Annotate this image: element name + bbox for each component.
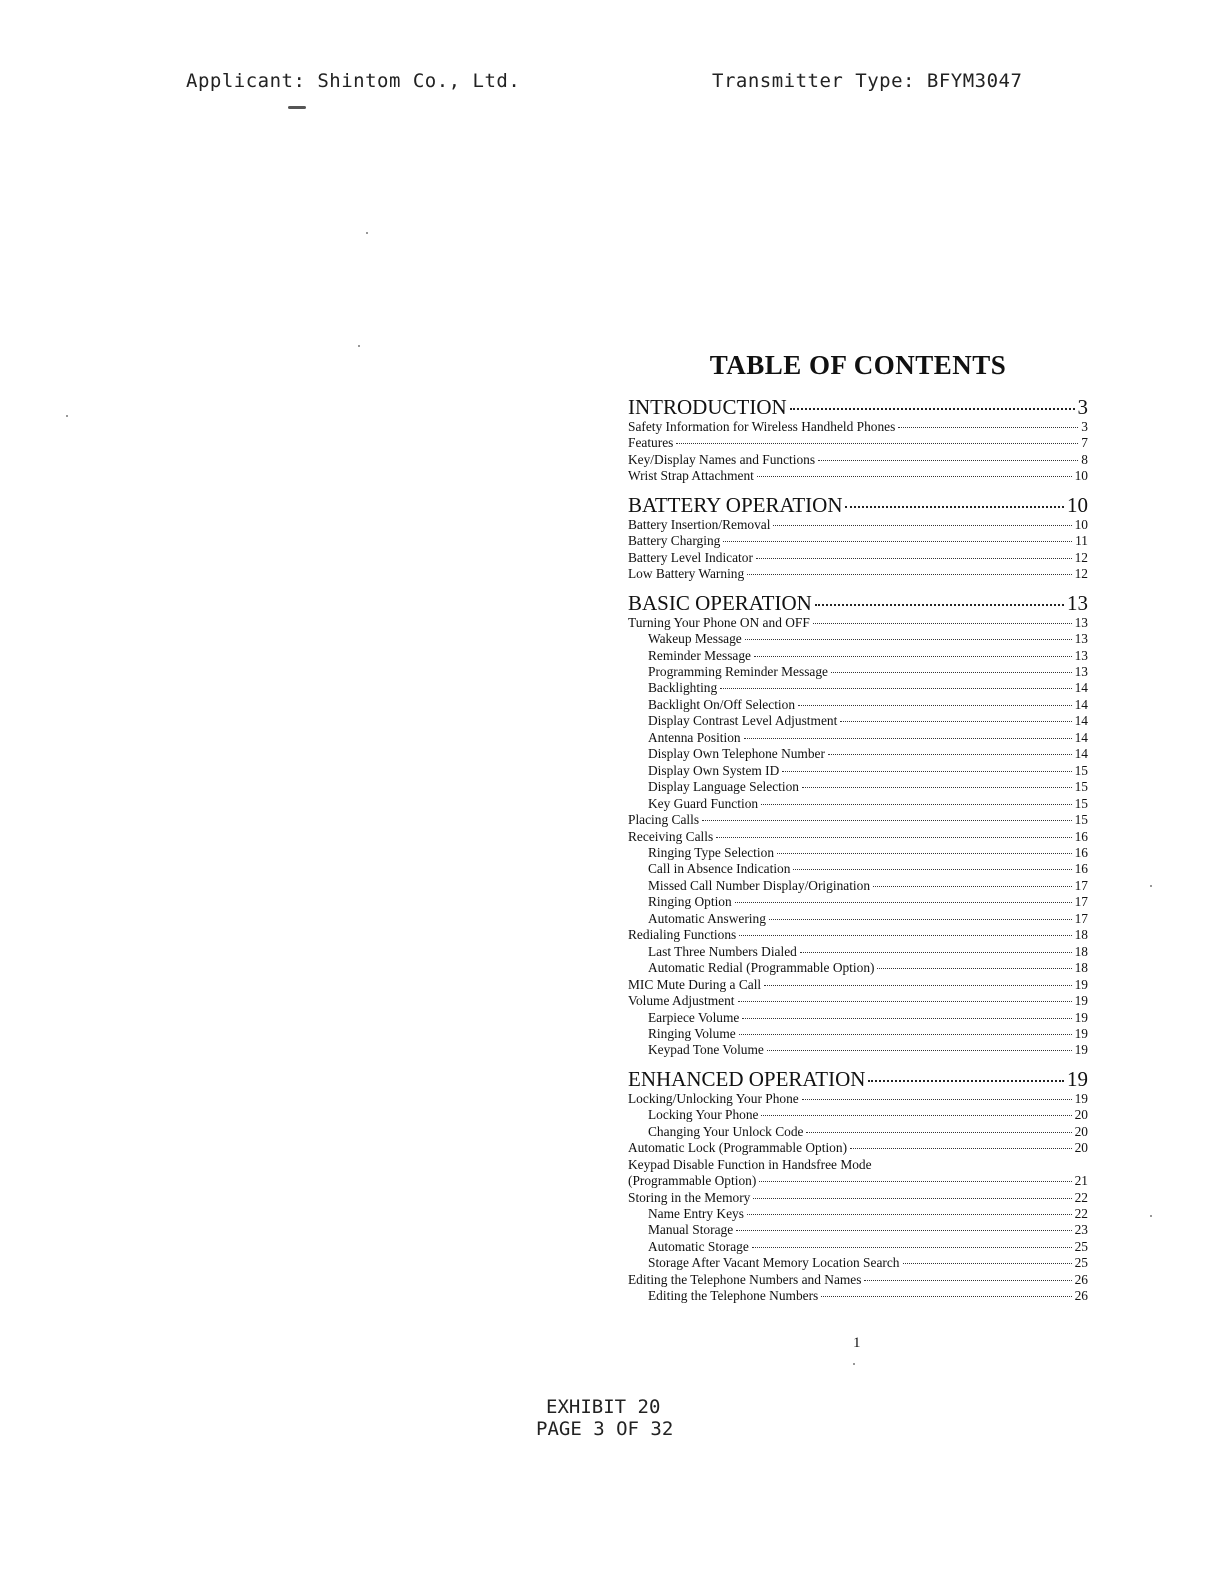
toc-section [628, 493, 1088, 583]
dot-leader [767, 1050, 1072, 1051]
dot-leader [828, 754, 1072, 755]
dot-leader [818, 460, 1078, 461]
toc-entry [628, 1255, 1088, 1271]
dot-leader [831, 672, 1072, 673]
toc-entry [628, 680, 1088, 696]
toc-entry [628, 1239, 1088, 1255]
toc-entry-label: Wakeup Message [648, 631, 742, 647]
dot-leader [868, 1080, 1064, 1082]
toc-entry [628, 435, 1088, 451]
toc-entry [628, 1157, 1088, 1173]
toc-entry-page: 7 [1081, 435, 1088, 451]
toc-entry-page: 22 [1074, 1206, 1088, 1222]
toc-entry-label: Locking Your Phone [648, 1107, 759, 1123]
dot-leader [764, 985, 1071, 986]
page-of-label: PAGE 3 OF 32 [536, 1418, 674, 1440]
dot-leader [716, 837, 1071, 838]
dot-leader [676, 443, 1078, 444]
dot-leader [821, 1296, 1071, 1297]
toc-section-heading [628, 591, 1088, 615]
toc-section-page: 10 [1067, 492, 1088, 517]
toc-entry [628, 730, 1088, 746]
toc-entry-page: 22 [1074, 1189, 1088, 1205]
toc-entry [628, 615, 1088, 631]
toc-entry [628, 1091, 1088, 1107]
toc-entry [628, 1272, 1088, 1288]
dot-leader [761, 804, 1072, 805]
toc-entry-page: 18 [1074, 960, 1088, 976]
toc-entry-label: Battery Level Indicator [628, 549, 753, 565]
toc-entry-label: Missed Call Number Display/Origination [648, 877, 871, 893]
scan-speck [288, 106, 306, 109]
toc-entry-page: 14 [1074, 746, 1088, 762]
toc-entry [628, 746, 1088, 762]
toc-entry [628, 1042, 1088, 1058]
dot-leader [800, 952, 1072, 953]
dot-leader [753, 1198, 1071, 1199]
toc-entry [628, 664, 1088, 680]
dot-leader [845, 506, 1064, 508]
toc-entry [628, 1173, 1088, 1189]
toc-entry [628, 911, 1088, 927]
dot-leader [777, 853, 1072, 854]
toc-entry-page: 19 [1074, 1090, 1088, 1106]
toc-entry-label: Wrist Strap Attachment [628, 468, 754, 484]
toc-entry [628, 812, 1088, 828]
toc-entry-label: Manual Storage [648, 1222, 734, 1238]
exhibit-label: EXHIBIT 20 [546, 1396, 661, 1418]
toc-entry-label: Battery Charging [628, 533, 721, 549]
toc-entry [628, 845, 1088, 861]
dot-leader [745, 639, 1072, 640]
toc-entry-page: 14 [1074, 696, 1088, 712]
toc-entry-label: Backlight On/Off Selection [648, 696, 796, 712]
toc-entry-label: Last Three Numbers Dialed [648, 943, 797, 959]
transmitter-type-label: Transmitter Type: BFYM3047 [712, 70, 1023, 92]
toc-entry-page: 26 [1074, 1271, 1088, 1287]
dot-leader [903, 1263, 1072, 1264]
dot-leader [761, 1115, 1071, 1116]
dot-leader [754, 656, 1072, 657]
toc-entry-label: Programming Reminder Message [648, 663, 828, 679]
dot-leader [702, 820, 1072, 821]
toc-entry-page: 17 [1074, 910, 1088, 926]
toc-entry-label: Editing the Telephone Numbers [648, 1288, 819, 1304]
dot-leader [873, 886, 1072, 887]
dot-leader [769, 919, 1072, 920]
toc-entry [628, 1010, 1088, 1026]
toc-entry [628, 697, 1088, 713]
toc-entry-label: Ringing Type Selection [648, 844, 775, 860]
toc-entry [628, 977, 1088, 993]
toc-entry-label: Display Own Telephone Number [648, 746, 825, 762]
toc-entry [628, 1124, 1088, 1140]
dot-leader [738, 1001, 1072, 1002]
toc-entry-label: Storage After Vacant Memory Location Search [648, 1255, 900, 1271]
toc-entry [628, 779, 1088, 795]
toc-entry-label: Display Language Selection [648, 779, 799, 795]
toc-entry-label: Features [628, 435, 674, 451]
toc-entry-page: 17 [1074, 877, 1088, 893]
toc-section-heading [628, 493, 1088, 517]
toc-entry [628, 796, 1088, 812]
toc-entry-label: Automatic Lock (Programmable Option) [628, 1140, 848, 1156]
dot-leader [790, 408, 1075, 410]
toc-entry-label: Receiving Calls [628, 828, 714, 844]
toc-section-heading [628, 1067, 1088, 1091]
dot-leader [747, 574, 1071, 575]
toc-entry-label: Antenna Position [648, 729, 741, 745]
toc-entry [628, 927, 1088, 943]
dot-leader [759, 1181, 1071, 1182]
toc-entry [628, 1190, 1088, 1206]
toc-entry [628, 1140, 1088, 1156]
toc-entry-page: 20 [1074, 1123, 1088, 1139]
toc-entry [628, 452, 1088, 468]
toc-entry [628, 1107, 1088, 1123]
toc-entry [628, 1206, 1088, 1222]
toc-entry-label: Automatic Answering [648, 910, 766, 926]
dot-leader [747, 1214, 1072, 1215]
toc-section-title: ENHANCED OPERATION [628, 1066, 866, 1091]
toc-entry [628, 1288, 1088, 1304]
toc-section-page: 3 [1077, 395, 1088, 419]
toc-section-page: 19 [1067, 1066, 1088, 1091]
toc-entry-page: 15 [1074, 762, 1088, 778]
toc-entry-page: 14 [1074, 680, 1088, 696]
toc-entry [628, 878, 1088, 894]
toc-entry [628, 960, 1088, 976]
toc-entry-page: 16 [1074, 861, 1088, 877]
toc-entry-label: Changing Your Unlock Code [648, 1123, 804, 1139]
dot-leader [798, 705, 1072, 706]
dot-leader [840, 721, 1071, 722]
toc-sections [628, 395, 1088, 1305]
toc-entry-page: 15 [1074, 779, 1088, 795]
dot-leader [752, 1247, 1072, 1248]
toc-section-heading [628, 395, 1088, 419]
dot-leader [720, 688, 1071, 689]
toc-entry [628, 419, 1088, 435]
toc-section-title: BASIC OPERATION [628, 590, 812, 615]
dot-leader [756, 558, 1072, 559]
dot-leader [739, 935, 1071, 936]
dot-leader [736, 1230, 1071, 1231]
toc-entry-label: Storing in the Memory [628, 1189, 751, 1205]
toc-entry [628, 648, 1088, 664]
toc-entry-page: 10 [1074, 516, 1088, 532]
toc-entry-label: Earpiece Volume [648, 1009, 740, 1025]
toc-section [628, 1067, 1088, 1305]
toc-entry [628, 763, 1088, 779]
toc-entry [628, 566, 1088, 582]
toc-entry-label: Ringing Volume [648, 1025, 736, 1041]
dot-leader [793, 869, 1071, 870]
toc-entry-label: Display Own System ID [648, 762, 780, 778]
toc-entry-page: 11 [1075, 533, 1088, 549]
toc-entry-page: 19 [1074, 993, 1088, 1009]
toc-section [628, 591, 1088, 1059]
toc-entry-page: 19 [1074, 1009, 1088, 1025]
toc-entry-page: 19 [1074, 976, 1088, 992]
toc-entry-page: 14 [1074, 729, 1088, 745]
toc-entry-page: 10 [1074, 468, 1088, 484]
toc-section [628, 395, 1088, 485]
toc-entry-page: 21 [1074, 1173, 1088, 1189]
toc-entry-page: 19 [1074, 1042, 1088, 1058]
toc-entry-page: 13 [1074, 647, 1088, 663]
dot-leader [898, 427, 1078, 428]
toc-entry-page: 16 [1074, 828, 1088, 844]
toc-entry [628, 894, 1088, 910]
toc-entry-page: 18 [1074, 927, 1088, 943]
toc-entry-label: Battery Insertion/Removal [628, 516, 771, 532]
dot-leader [802, 1099, 1072, 1100]
toc-entry-label: Automatic Storage [648, 1238, 749, 1254]
toc-entry-page: 20 [1074, 1140, 1088, 1156]
toc-title: TABLE OF CONTENTS [709, 350, 1007, 380]
toc-entry-page: 23 [1074, 1222, 1088, 1238]
toc-entry-page: 12 [1074, 549, 1088, 565]
toc-entry-page: 13 [1074, 663, 1088, 679]
toc-entry-page: 20 [1074, 1107, 1088, 1123]
toc-entry-label: Name Entry Keys [648, 1206, 744, 1222]
toc-entry-page: 13 [1074, 614, 1088, 630]
dot-leader [735, 902, 1072, 903]
toc-entry [628, 944, 1088, 960]
toc-entry [628, 1026, 1088, 1042]
toc-section-page: 13 [1067, 590, 1088, 615]
toc-entry-label: Redialing Functions [628, 927, 737, 943]
toc-entry-label: Key Guard Function [648, 795, 759, 811]
toc-entry-page: 25 [1074, 1238, 1088, 1254]
toc-entry-label: Automatic Redial (Programmable Option) [648, 960, 875, 976]
toc-entry [628, 533, 1088, 549]
toc-entry-label: MIC Mute During a Call [628, 976, 762, 992]
toc-entry-label: Turning Your Phone ON and OFF [628, 614, 810, 630]
toc-entry-page: 16 [1074, 844, 1088, 860]
toc-entry-page: 26 [1074, 1288, 1088, 1304]
dot-leader [757, 476, 1072, 477]
dot-leader [802, 787, 1072, 788]
toc-entry-label: Volume Adjustment [628, 993, 735, 1009]
toc-entry-label: Backlighting [648, 680, 718, 696]
toc-entry [628, 861, 1088, 877]
toc-entry-label: Key/Display Names and Functions [628, 451, 816, 467]
toc-section-title: BATTERY OPERATION [628, 492, 843, 517]
toc-entry [628, 468, 1088, 484]
dot-leader [782, 771, 1071, 772]
toc-entry-label: Locking/Unlocking Your Phone [628, 1090, 799, 1106]
toc-entry-label: Reminder Message [648, 647, 752, 663]
toc-entry-label: Keypad Disable Function in Handsfree Mode [628, 1156, 872, 1172]
applicant-label: Applicant: Shintom Co., Ltd. [186, 70, 521, 92]
toc-entry-page: 8 [1081, 451, 1088, 467]
dot-leader [850, 1148, 1072, 1149]
toc-entry-label: Keypad Tone Volume [648, 1042, 764, 1058]
toc-entry-label: Editing the Telephone Numbers and Names [628, 1271, 862, 1287]
toc-entry-label: Placing Calls [628, 812, 700, 828]
toc-entry [628, 829, 1088, 845]
toc-entry-label: Safety Information for Wireless Handheld Phones [628, 419, 896, 434]
toc-entry-label: Low Battery Warning [628, 566, 745, 582]
page-number: 1 [853, 1335, 861, 1351]
toc-entry [628, 993, 1088, 1009]
toc-entry-page: 15 [1074, 812, 1088, 828]
dot-leader [815, 604, 1064, 606]
scan-speck [1150, 885, 1152, 887]
table-of-contents [628, 350, 1088, 1313]
dot-leader [723, 541, 1072, 542]
toc-entry [628, 550, 1088, 566]
dot-leader [744, 738, 1072, 739]
toc-entry-label: (Programmable Option) [628, 1173, 757, 1189]
toc-entry-page: 12 [1074, 566, 1088, 582]
toc-entry-page: 15 [1074, 795, 1088, 811]
toc-entry-page: 3 [1081, 419, 1088, 434]
toc-entry [628, 517, 1088, 533]
dot-leader [864, 1280, 1071, 1281]
scan-speck [1150, 1215, 1152, 1217]
toc-entry-page: 19 [1074, 1025, 1088, 1041]
toc-entry-page: 14 [1074, 713, 1088, 729]
toc-entry [628, 1222, 1088, 1238]
toc-entry [628, 631, 1088, 647]
toc-entry-page: 17 [1074, 894, 1088, 910]
toc-entry-page: 25 [1074, 1255, 1088, 1271]
scan-speck [358, 345, 360, 347]
toc-entry-label: Display Contrast Level Adjustment [648, 713, 838, 729]
toc-entry-page: 18 [1074, 943, 1088, 959]
dot-leader [813, 623, 1072, 624]
toc-entry-label: Call in Absence Indication [648, 861, 791, 877]
toc-entry [628, 713, 1088, 729]
dot-leader [806, 1132, 1071, 1133]
toc-entry-label: Ringing Option [648, 894, 732, 910]
scan-speck [366, 232, 368, 234]
toc-entry-page: 13 [1074, 631, 1088, 647]
dot-leader [877, 968, 1071, 969]
scan-speck [66, 415, 68, 417]
toc-section-title: INTRODUCTION [628, 395, 787, 419]
scan-speck [853, 1363, 855, 1365]
dot-leader [739, 1034, 1072, 1035]
dot-leader [773, 525, 1071, 526]
dot-leader [742, 1018, 1071, 1019]
